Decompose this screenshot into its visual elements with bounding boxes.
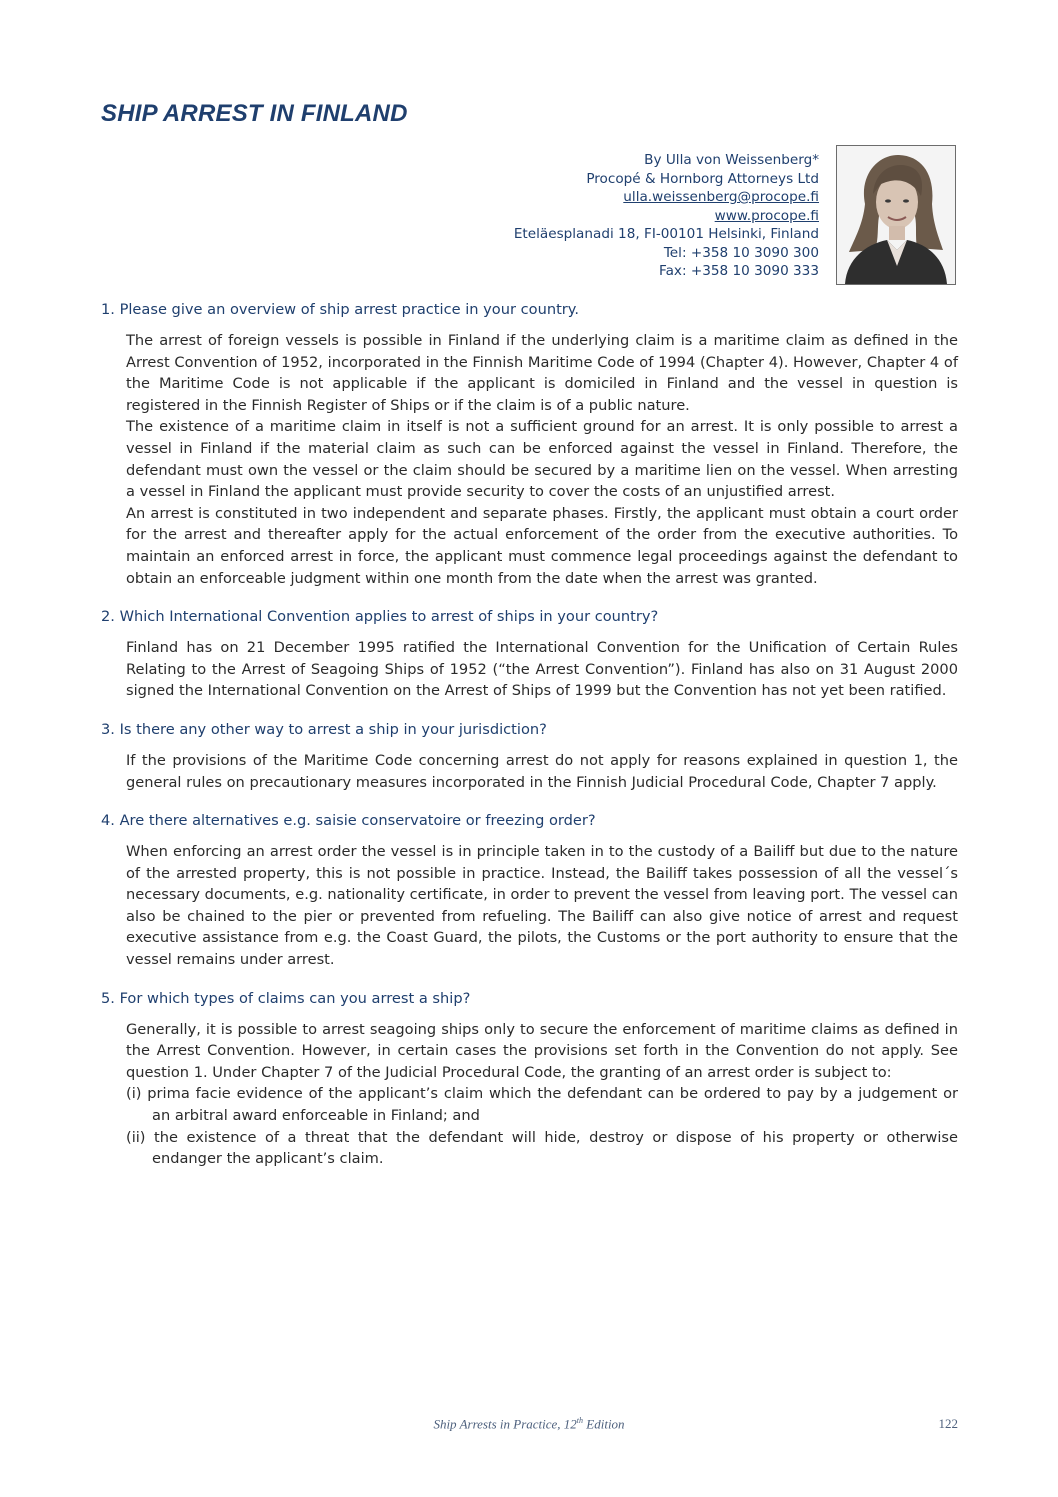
footer-edition-sup: th xyxy=(576,1416,584,1425)
answer-body xyxy=(126,330,958,589)
section-5 xyxy=(101,989,958,1170)
author-website-link[interactable]: www.procope.fi xyxy=(714,207,819,224)
answer-body xyxy=(126,750,958,793)
list-item: (i) prima facie evidence of the applicant’s claim which the defendant can be ordered to pay by a judgement or an arbitral award enforceable in Finland; and xyxy=(126,1085,958,1125)
paragraph: When enforcing an arrest order the vessel is in principle taken in to the custody of a Bailiff but due to the nature of the arrested property, this is not possible in practice. Instead, the Bailiff takes possession of all the vessel´s necessary documents, e.g. nationality certificate, in order to prevent the vessel from leaving port. The vessel can also be chained to the pier or prevented from refueling. The Bailiff can also give notice of arrest and request executive assistance from e.g. the Coast Guard, the pilots, the Customs or the port authority to ensure that the vessel remains under arrest. xyxy=(126,843,958,969)
answer-body xyxy=(126,841,958,971)
author-address: Eteläesplanadi 18, FI-00101 Helsinki, Finland xyxy=(513,226,819,242)
paragraph: An arrest is constituted in two independent and separate phases. Firstly, the applicant must obtain a court order for the arrest and thereafter apply for the actual enforcement of the order from the executive authorities. To maintain an enforced arrest in force, the applicant must commence legal proceedings against the defendant to obtain an enforceable judgment within one month from the date when the arrest was granted. xyxy=(126,504,958,587)
section-4 xyxy=(101,811,958,971)
section-1 xyxy=(101,300,958,589)
question-heading: 1. Please give an overview of ship arrest practice in your country. xyxy=(101,301,579,318)
author-email-link[interactable]: ulla.weissenberg@procope.fi xyxy=(623,189,819,205)
list-item: (ii) the existence of a threat that the defendant will hide, destroy or dispose of his property or otherwise endanger the applicant’s claim. xyxy=(126,1128,958,1168)
paragraph: Generally, it is possible to arrest seagoing ships only to secure the enforcement of maritime claims as defined in the Arrest Convention. However, in certain cases the provisions set forth in the Convention do not apply. See question 1. Under Chapter 7 of the Judicial Procedural Code, the granting of an arrest order is subject to: xyxy=(126,1020,958,1081)
page-title: SHIP ARREST IN FINLAND xyxy=(101,100,408,127)
footer-edition-word: Edition xyxy=(583,1416,625,1432)
paragraph: The existence of a maritime claim in itself is not a sufficient ground for an arrest. It is only possible to arrest a vessel in Finland if the material claim as such can be enforced against the vessel in Finland. Therefore, the defendant must own the vessel or the claim should be secured by a maritime lien on the vessel. When arresting a vessel in Finland the applicant must provide security to cover the costs of an unjustified arrest. xyxy=(126,418,958,501)
author-byline: By Ulla von Weissenberg* xyxy=(644,152,819,168)
question-heading: 4. Are there alternatives e.g. saisie conservatoire or freezing order? xyxy=(101,812,596,830)
paragraph: The arrest of foreign vessels is possible in Finland if the underlying claim is a maritime claim as defined in the Arrest Convention of 1952, incorporated in the Finnish Maritime Code of 1994 (Chapter 4). However, Chapter 4 of the Maritime Code is not applicable if the applicant is domiciled in Finland and the vessel in question is registered in the Finnish Register of Ships or if the claim is of a public nature. xyxy=(126,332,958,414)
answer-body xyxy=(126,1019,958,1170)
paragraph: Finland has on 21 December 1995 ratified the International Convention for the Unification of Certain Rules Relating to the Arrest of Seagoing Ships of 1952 (“the Arrest Convention”). Finland has also on 31 August 2000 signed the International Convention on the Arrest of Ships of 1999 but the Convention has not yet been ratified. xyxy=(126,639,958,700)
footer-title-text: Ship Arrests in Practice, 12 xyxy=(433,1416,577,1432)
question-heading: 5. For which types of claims can you arrest a ship? xyxy=(101,989,471,1007)
author-photo xyxy=(836,145,956,285)
author-fax: Fax: +358 10 3090 333 xyxy=(659,263,819,279)
section-2 xyxy=(101,607,958,702)
answer-body xyxy=(126,637,958,702)
section-3 xyxy=(101,720,958,793)
question-heading: 2. Which International Convention applies to arrest of ships in your country? xyxy=(101,608,659,626)
author-firm: Procopé & Hornborg Attorneys Ltd xyxy=(586,170,819,187)
question-heading: 3. Is there any other way to arrest a ship in your jurisdiction? xyxy=(101,720,547,738)
author-block xyxy=(514,151,819,281)
document-body xyxy=(101,300,958,1188)
portrait-image xyxy=(837,146,955,284)
author-tel: Tel: +358 10 3090 300 xyxy=(663,244,819,261)
page-number: 122 xyxy=(938,1416,958,1431)
footer-book-title xyxy=(0,1416,1058,1432)
paragraph: If the provisions of the Maritime Code concerning arrest do not apply for reasons explained in question 1, the general rules on precautionary measures incorporated in the Finnish Judicial Procedural Code, Chapter 7 apply. xyxy=(126,751,958,791)
